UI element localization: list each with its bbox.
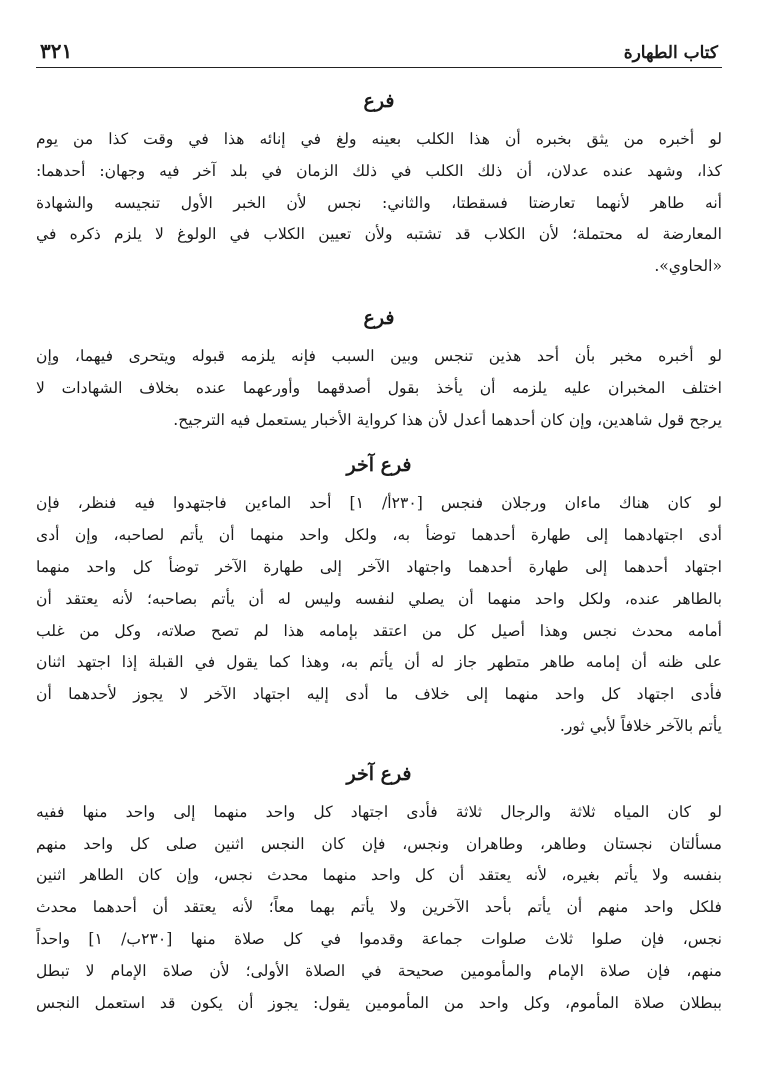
section-far-akhar-2 xyxy=(36,759,722,1020)
section-heading: فرع آخر xyxy=(346,762,412,785)
text-line: أمامه محدث نجس وهذا أصيل كل من اعتقد بإمامه هذا لم تصح صلاته، وكل من غلب xyxy=(36,621,722,640)
text-line: لو كان المياه ثلاثة والرجال ثلاثة فأدى اجتهاد كل واحد منهما إلى واحد منها ففيه xyxy=(36,802,722,821)
text-line: لو أخبره من يثق بخبره أن هذا الكلب بعينه ولغ في إنائه هذا في وقت كذا من يوم xyxy=(36,130,722,148)
text-line: أنه طاهر لأنهما تعارضتا فسقطتا، والثاني: نجس لأن الخبر الأول تنجيسه والشهادة xyxy=(36,193,722,212)
text-line: اختلف المخبران عليه يلزمه أن يأخذ بقول أصدقهما وأورعهما عنده بخلاف الشهادات لا xyxy=(36,378,722,397)
running-title: كتاب الطهارة xyxy=(623,43,718,63)
text-line: أدى اجتهادهما إلى طهارة أحدهما توضأ به، ولكل واحد منهما أن يأتم لصاحبه، وإن أدى xyxy=(36,526,722,545)
section-heading: فرع xyxy=(363,90,395,112)
page-number: ٣٢١ xyxy=(40,39,73,63)
section-heading: فرع آخر xyxy=(346,454,412,477)
running-header xyxy=(36,34,722,68)
text-line: فأدى اجتهاد كل واحد منهما إلى خلاف ما أدى إليه اجتهاد الآخر لا يجوز لأحدهما أن xyxy=(36,685,722,704)
section-far-1 xyxy=(36,86,722,283)
text-line: نجس، فإن صلوا ثلاث صلوات جماعة وقدموا في كل صلاة منها [٢٣٠ب/ ١] واحداً xyxy=(36,929,722,948)
text-line: لو كان هناك ماءان ورجلان فنجس [٢٣٠أ/ ١] أحد الماءين فاجتهدوا فيه فنظر، فإن xyxy=(36,494,722,513)
text-line: يرجح قول شاهدين، وإن كان أحدهما أعدل لأن هذا كرواية الأخبار يستعمل فيه الترجيح. xyxy=(173,410,722,429)
text-line: بالطاهر عنده، ولكل واحد منهما أن يصلي لنفسه وليس له أن يأتم بصاحبه؛ لأنه يعتقد أن xyxy=(36,589,722,608)
text-line: ببطلان صلاة المأموم، وكل واحد من المأمومين يقول: يجوز أن يكون قد استعمل النجس xyxy=(36,993,722,1012)
text-line: بنفسه ولا يأتم بغيره، لأنه يعتقد أن كل واحد منهما محدث نجس، وإن كان الطاهر اثنين xyxy=(36,866,722,885)
section-far-akhar-1 xyxy=(36,450,722,742)
text-line: «الحاوي». xyxy=(654,257,722,276)
text-line: فلكل واحد منهم أن يأتم بأحد الآخرين ولا يأتم بهما معاً؛ لأنه يعتقد أن أحدهما محدث xyxy=(36,898,722,917)
section-heading: فرع xyxy=(363,306,395,329)
text-line: اجتهاد أحدهما إلى طهارة أحدهما واجتهاد الآخر إلى طهارة الآخر توضأ كل واحد منهما xyxy=(36,557,722,576)
text-line: كذا، وشهد عنده عدلان، أن ذلك الكلب في ذلك الزمان في بلد آخر فيه وجهان: أحدهما: xyxy=(36,161,722,180)
book-page xyxy=(36,34,722,1064)
text-line: يأتم بالآخر خلافاً لأبي ثور. xyxy=(559,716,722,735)
text-line: على ظنه أن إمامه طاهر متطهر جاز له أن يأتم به، وهذا كما يقول في القبلة إذا اجتهد اثنان xyxy=(36,653,722,672)
section-far-2 xyxy=(36,303,722,436)
text-line: مسألتان نجستان وطاهر، وطاهران ونجس، فإن كان النجس اثنين صلى كل واحد منهم xyxy=(36,834,722,853)
text-line: لو أخبره مخبر بأن أحد هذين تنجس وبين السبب فإنه يلزمه قبوله ويتحرى فيهما، وإن xyxy=(36,346,722,365)
text-line: المعارضة له محتملة؛ لأن الكلاب قد تشتبه ولأن تعيين الكلاب في الولوغ لا يلزم ذكره في xyxy=(36,225,722,244)
text-line: منهم، فإن صلاة الإمام والمأمومين صحيحة في الصلاة الأولى؛ لأن صلاة الإمام لا تبطل xyxy=(36,961,722,980)
